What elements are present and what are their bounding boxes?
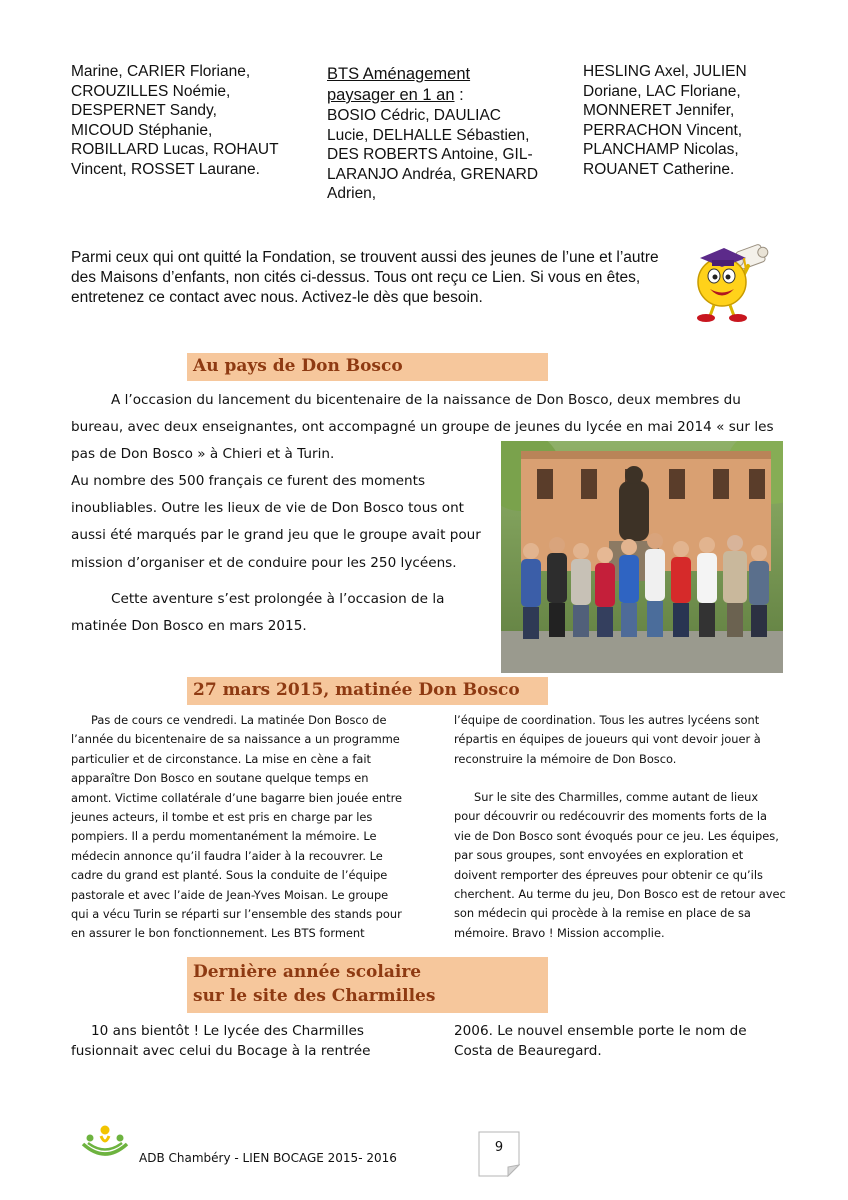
bts-names: BOSIO Cédric, DAULIAC Lucie, DELHALLE Sébastien, DES ROBERTS Antoine, GIL-LARANJO Andréa, GRENARD Adrien,: [327, 107, 539, 203]
section2-right-paragraph-2: Sur le site des Charmilles, comme autant de lieux pour découvrir ou redécouvrir des moments forts de la vie de Don Bosco sont évoqués pour ce jeu. Les équipes, par sous groupes, sont envoyées en exploration et doivent remporter des épreuves pour obtenir ce qu’ils cherchent. Au terme du jeu, Don Bosco est de retour avec son médecin qui procède à la remise en place de sa mémoire. Bravo ! Mission accomplie.: [454, 790, 786, 940]
page-number-box: [478, 1131, 520, 1177]
graduate-smiley-icon: [686, 236, 770, 322]
bts-heading-line-2: [327, 85, 539, 106]
names-column-1: Marine, CARIER Floriane, CROUZILLES Noémie, DESPERNET Sandy, MICOUD Stéphanie, ROBILLARD Lucas, ROHAUT Vincent, ROSSET Laurane.: [71, 63, 279, 178]
section3-title-line-1: Dernière année scolaire: [193, 962, 422, 982]
page-number: 9: [494, 1140, 504, 1155]
section-heading-matinee: 27 mars 2015, matinée Don Bosco: [187, 677, 548, 705]
section3-title-line-2: sur le site des Charmilles: [193, 986, 436, 1006]
section-heading-don-bosco: Au pays de Don Bosco: [187, 353, 548, 381]
bts-heading-line-1: BTS Aménagement: [327, 65, 471, 83]
group-photo: [501, 441, 783, 673]
adb-logo-icon: [80, 1124, 130, 1160]
footer-text: ADB Chambéry - LIEN BOCAGE 2015- 2016: [139, 1151, 397, 1165]
section2-left-column: Pas de cours ce vendredi. La matinée Don Bosco de l’année du bicentenaire de sa naissance a un programme particulier et de circonstance. La mise en cène a fait apparaître Don Bosco en soutane quelque temps en amont. Victime collatérale d’une bagarre bien jouée entre jeunes acteurs, il tombe et est pris en charge par les pompiers. Il a perdu momentanément la mémoire. Le médecin annonce qu’il faudra l’aider à la recouvrer. Le cadre du grand est planté. Sous la conduite de l’équipe pastorale et avec l’aide de Jean-Yves Moisan. Le groupe qui a vécu Turin se réparti sur l’ensemble des stands pour en assurer le bon fonctionnement. Les BTS forment: [71, 713, 403, 941]
section-heading-derniere-annee: [187, 957, 548, 1013]
section3-right-column: 2006. Le nouvel ensemble porte le nom de Costa de Beauregard.: [454, 1023, 747, 1059]
section2-right-paragraph-1: l’équipe de coordination. Tous les autres lycéens sont répartis en équipes de joueurs qui vont devoir jouer à reconstruire la mémoire de Don Bosco.: [454, 713, 761, 766]
names-column-3: HESLING Axel, JULIEN Doriane, LAC Floriane, MONNERET Jennifer, PERRACHON Vincent, PLANCHAMP Nicolas, ROUANET Catherine.: [583, 63, 747, 178]
bts-heading-underlined: paysager en 1 an: [327, 86, 455, 104]
section1-paragraph-3: Cette aventure s’est prolongée à l’occasion de la matinée Don Bosco en mars 2015.: [71, 591, 445, 635]
group-photo-illustration: [501, 441, 783, 673]
section1-paragraph-1: A l’occasion du lancement du bicentenaire de la naissance de Don Bosco, deux membres du bureau, avec deux enseignantes, ont accompagné un groupe de jeunes du lycée en mai 2014 « sur les pas de Don Bosco » à Chieri et à Turin.: [71, 392, 774, 463]
section3-left-column: 10 ans bientôt ! Le lycée des Charmilles fusionnait avec celui du Bocage à la rentrée: [71, 1023, 371, 1059]
intro-paragraph: Parmi ceux qui ont quitté la Fondation, se trouvent aussi des jeunes de l’une et l’autre des Maisons d’enfants, non cités ci-dessus. Tous ont reçu ce Lien. Si vous en êtes, entretenez ce contact avec nous. Activez-le dès que besoin.: [71, 249, 659, 306]
bts-heading-colon: :: [454, 86, 464, 104]
names-column-2: [327, 64, 539, 204]
section1-paragraph-2: Au nombre des 500 français ce furent des moments inoubliables. Outre les lieux de vie de Don Bosco tous ont aussi été marqués par le grand jeu que le groupe avait pour mission d’organiser et de conduire pour les 250 lycéens.: [71, 473, 481, 571]
